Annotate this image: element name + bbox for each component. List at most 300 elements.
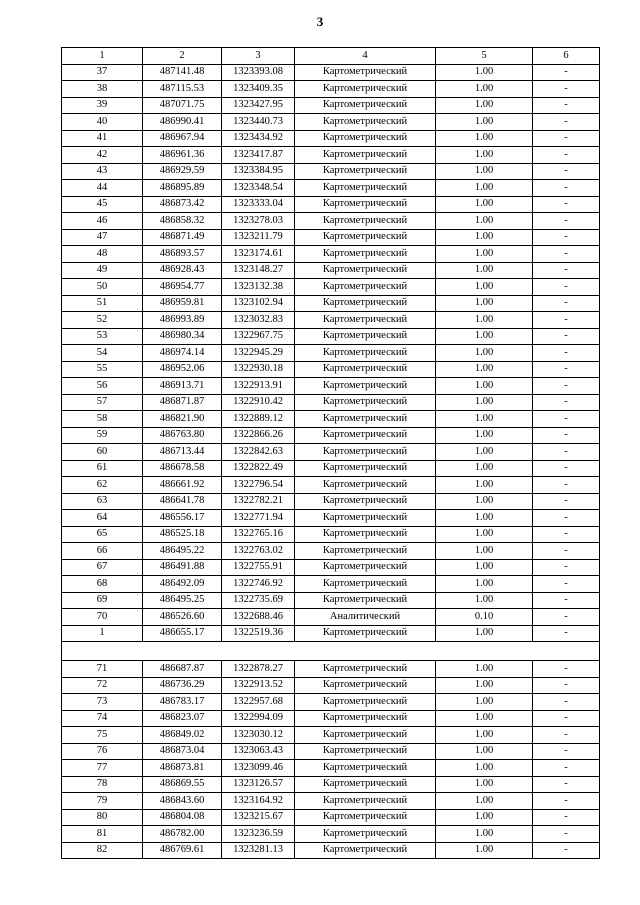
method-cell: Картометрический <box>295 427 436 444</box>
note-cell: - <box>533 826 600 843</box>
point-number-cell: 81 <box>62 826 143 843</box>
method-cell: Картометрический <box>295 543 436 560</box>
coordinate-x-cell: 486491.88 <box>143 559 222 576</box>
table-row <box>62 743 600 760</box>
note-cell: - <box>533 661 600 678</box>
accuracy-cell: 1.00 <box>436 743 533 760</box>
coordinate-y-cell: 1323148.27 <box>222 262 295 279</box>
coordinate-x-cell: 486495.22 <box>143 543 222 560</box>
method-cell: Картометрический <box>295 97 436 114</box>
point-number-cell: 65 <box>62 526 143 543</box>
coordinate-x-cell: 486873.42 <box>143 196 222 213</box>
accuracy-cell: 1.00 <box>436 694 533 711</box>
accuracy-cell: 1.00 <box>436 213 533 230</box>
coordinate-x-cell: 486556.17 <box>143 510 222 527</box>
coordinate-x-cell: 486929.59 <box>143 163 222 180</box>
column-header: 3 <box>222 48 295 65</box>
note-cell: - <box>533 444 600 461</box>
coordinate-y-cell: 1323384.95 <box>222 163 295 180</box>
table-row <box>62 411 600 428</box>
note-cell: - <box>533 543 600 560</box>
coordinate-x-cell: 486873.04 <box>143 743 222 760</box>
method-cell: Картометрический <box>295 793 436 810</box>
method-cell: Картометрический <box>295 81 436 98</box>
accuracy-cell: 1.00 <box>436 460 533 477</box>
table-row <box>62 760 600 777</box>
method-cell: Картометрический <box>295 710 436 727</box>
table-row <box>62 661 600 678</box>
method-cell: Картометрический <box>295 163 436 180</box>
coordinate-y-cell: 1322735.69 <box>222 592 295 609</box>
point-number-cell: 73 <box>62 694 143 711</box>
coordinate-y-cell: 1323409.35 <box>222 81 295 98</box>
note-cell: - <box>533 147 600 164</box>
accuracy-cell: 1.00 <box>436 312 533 329</box>
accuracy-cell: 1.00 <box>436 444 533 461</box>
table-row <box>62 427 600 444</box>
method-cell: Картометрический <box>295 576 436 593</box>
table-row <box>62 609 600 626</box>
method-cell: Картометрический <box>295 727 436 744</box>
coordinate-y-cell: 1323348.54 <box>222 180 295 197</box>
method-cell: Картометрический <box>295 826 436 843</box>
table-row <box>62 793 600 810</box>
coordinate-x-cell: 486843.60 <box>143 793 222 810</box>
method-cell: Картометрический <box>295 114 436 131</box>
table-row <box>62 97 600 114</box>
method-cell: Картометрический <box>295 776 436 793</box>
coordinate-y-cell: 1322765.16 <box>222 526 295 543</box>
accuracy-cell: 1.00 <box>436 147 533 164</box>
column-header: 2 <box>143 48 222 65</box>
coordinate-y-cell: 1323099.46 <box>222 760 295 777</box>
note-cell: - <box>533 97 600 114</box>
accuracy-cell: 1.00 <box>436 760 533 777</box>
table-row <box>62 312 600 329</box>
coordinate-x-cell: 486641.78 <box>143 493 222 510</box>
note-cell: - <box>533 180 600 197</box>
accuracy-cell: 1.00 <box>436 826 533 843</box>
note-cell: - <box>533 411 600 428</box>
accuracy-cell: 1.00 <box>436 180 533 197</box>
table-row <box>62 378 600 395</box>
coordinate-x-cell: 486783.17 <box>143 694 222 711</box>
method-cell: Картометрический <box>295 477 436 494</box>
coordinate-y-cell: 1323126.57 <box>222 776 295 793</box>
point-number-cell: 42 <box>62 147 143 164</box>
note-cell: - <box>533 196 600 213</box>
point-number-cell: 40 <box>62 114 143 131</box>
coordinate-y-cell: 1322746.92 <box>222 576 295 593</box>
point-number-cell: 46 <box>62 213 143 230</box>
point-number-cell: 44 <box>62 180 143 197</box>
note-cell: - <box>533 64 600 81</box>
coordinate-x-cell: 486869.55 <box>143 776 222 793</box>
method-cell: Картометрический <box>295 312 436 329</box>
point-number-cell: 49 <box>62 262 143 279</box>
accuracy-cell: 1.00 <box>436 163 533 180</box>
coordinate-x-cell: 486871.49 <box>143 229 222 246</box>
method-cell: Картометрический <box>295 444 436 461</box>
accuracy-cell: 1.00 <box>436 809 533 826</box>
coordinate-x-cell: 486954.77 <box>143 279 222 296</box>
table-row <box>62 842 600 859</box>
point-number-cell: 52 <box>62 312 143 329</box>
note-cell: - <box>533 776 600 793</box>
point-number-cell: 58 <box>62 411 143 428</box>
point-number-cell: 76 <box>62 743 143 760</box>
point-number-cell: 64 <box>62 510 143 527</box>
coordinate-x-cell: 486661.92 <box>143 477 222 494</box>
method-cell: Картометрический <box>295 743 436 760</box>
method-cell: Картометрический <box>295 661 436 678</box>
table-row <box>62 776 600 793</box>
table-row <box>62 460 600 477</box>
coordinate-y-cell: 1323278.03 <box>222 213 295 230</box>
coordinate-x-cell: 486913.71 <box>143 378 222 395</box>
note-cell: - <box>533 809 600 826</box>
note-cell: - <box>533 328 600 345</box>
point-number-cell: 82 <box>62 842 143 859</box>
method-cell: Картометрический <box>295 625 436 642</box>
table-row <box>62 213 600 230</box>
coordinate-x-cell: 486873.81 <box>143 760 222 777</box>
method-cell: Картометрический <box>295 592 436 609</box>
coordinate-x-cell: 486849.02 <box>143 727 222 744</box>
coordinate-y-cell: 1322957.68 <box>222 694 295 711</box>
table-row <box>62 394 600 411</box>
method-cell: Картометрический <box>295 493 436 510</box>
note-cell: - <box>533 279 600 296</box>
accuracy-cell: 0.10 <box>436 609 533 626</box>
method-cell: Картометрический <box>295 809 436 826</box>
point-number-cell: 38 <box>62 81 143 98</box>
note-cell: - <box>533 576 600 593</box>
coordinate-x-cell: 486980.34 <box>143 328 222 345</box>
coordinate-y-cell: 1323440.73 <box>222 114 295 131</box>
method-cell: Картометрический <box>295 510 436 527</box>
point-number-cell: 79 <box>62 793 143 810</box>
coordinate-x-cell: 486769.61 <box>143 842 222 859</box>
point-number-cell: 66 <box>62 543 143 560</box>
table-row <box>62 526 600 543</box>
point-number-cell: 59 <box>62 427 143 444</box>
accuracy-cell: 1.00 <box>436 246 533 263</box>
method-cell: Картометрический <box>295 694 436 711</box>
note-cell: - <box>533 130 600 147</box>
point-number-cell: 69 <box>62 592 143 609</box>
accuracy-cell: 1.00 <box>436 427 533 444</box>
accuracy-cell: 1.00 <box>436 361 533 378</box>
table-row <box>62 196 600 213</box>
point-number-cell: 43 <box>62 163 143 180</box>
method-cell: Картометрический <box>295 411 436 428</box>
method-cell: Картометрический <box>295 295 436 312</box>
method-cell: Картометрический <box>295 559 436 576</box>
note-cell: - <box>533 625 600 642</box>
table-row <box>62 262 600 279</box>
table-row <box>62 64 600 81</box>
table-row <box>62 361 600 378</box>
coordinate-y-cell: 1323164.92 <box>222 793 295 810</box>
coordinate-x-cell: 486678.58 <box>143 460 222 477</box>
coordinate-y-cell: 1323281.13 <box>222 842 295 859</box>
note-cell: - <box>533 510 600 527</box>
note-cell: - <box>533 345 600 362</box>
coordinate-y-cell: 1323132.38 <box>222 279 295 296</box>
accuracy-cell: 1.00 <box>436 592 533 609</box>
point-number-cell: 68 <box>62 576 143 593</box>
note-cell: - <box>533 163 600 180</box>
accuracy-cell: 1.00 <box>436 477 533 494</box>
method-cell: Картометрический <box>295 213 436 230</box>
accuracy-cell: 1.00 <box>436 727 533 744</box>
point-number-cell: 60 <box>62 444 143 461</box>
method-cell: Картометрический <box>295 842 436 859</box>
point-number-cell: 45 <box>62 196 143 213</box>
point-number-cell: 54 <box>62 345 143 362</box>
note-cell: - <box>533 694 600 711</box>
point-number-cell: 47 <box>62 229 143 246</box>
point-number-cell: 62 <box>62 477 143 494</box>
point-number-cell: 63 <box>62 493 143 510</box>
point-number-cell: 74 <box>62 710 143 727</box>
method-cell: Картометрический <box>295 147 436 164</box>
table-row <box>62 229 600 246</box>
note-cell: - <box>533 677 600 694</box>
note-cell: - <box>533 229 600 246</box>
point-number-cell: 39 <box>62 97 143 114</box>
coordinate-y-cell: 1322913.91 <box>222 378 295 395</box>
coordinate-y-cell: 1322763.02 <box>222 543 295 560</box>
table-row <box>62 625 600 642</box>
coordinate-x-cell: 486655.17 <box>143 625 222 642</box>
coordinate-y-cell: 1322796.54 <box>222 477 295 494</box>
coordinate-x-cell: 486893.57 <box>143 246 222 263</box>
table-row <box>62 477 600 494</box>
note-cell: - <box>533 262 600 279</box>
coordinate-y-cell: 1323427.95 <box>222 97 295 114</box>
coordinate-x-cell: 486763.80 <box>143 427 222 444</box>
coordinate-y-cell: 1322688.46 <box>222 609 295 626</box>
point-number-cell: 78 <box>62 776 143 793</box>
accuracy-cell: 1.00 <box>436 677 533 694</box>
table-row <box>62 710 600 727</box>
accuracy-cell: 1.00 <box>436 262 533 279</box>
point-number-cell: 50 <box>62 279 143 296</box>
method-cell: Картометрический <box>295 246 436 263</box>
note-cell: - <box>533 460 600 477</box>
accuracy-cell: 1.00 <box>436 81 533 98</box>
note-cell: - <box>533 213 600 230</box>
coordinate-y-cell: 1322945.29 <box>222 345 295 362</box>
method-cell: Картометрический <box>295 394 436 411</box>
point-number-cell: 48 <box>62 246 143 263</box>
point-number-cell: 1 <box>62 625 143 642</box>
note-cell: - <box>533 592 600 609</box>
coordinate-y-cell: 1322994.09 <box>222 710 295 727</box>
note-cell: - <box>533 760 600 777</box>
coordinate-x-cell: 486782.00 <box>143 826 222 843</box>
method-cell: Аналитический <box>295 609 436 626</box>
note-cell: - <box>533 727 600 744</box>
coordinate-y-cell: 1322889.12 <box>222 411 295 428</box>
note-cell: - <box>533 394 600 411</box>
note-cell: - <box>533 81 600 98</box>
table-row <box>62 345 600 362</box>
coordinate-x-cell: 486858.32 <box>143 213 222 230</box>
coordinate-x-cell: 486687.87 <box>143 661 222 678</box>
coordinate-y-cell: 1323215.67 <box>222 809 295 826</box>
point-number-cell: 57 <box>62 394 143 411</box>
point-number-cell: 80 <box>62 809 143 826</box>
table-row <box>62 147 600 164</box>
note-cell: - <box>533 609 600 626</box>
coordinate-y-cell: 1323434.92 <box>222 130 295 147</box>
accuracy-cell: 1.00 <box>436 229 533 246</box>
section-spacer-row <box>62 642 600 661</box>
coordinate-y-cell: 1323102.94 <box>222 295 295 312</box>
coordinate-y-cell: 1322866.26 <box>222 427 295 444</box>
accuracy-cell: 1.00 <box>436 64 533 81</box>
table-row <box>62 328 600 345</box>
table-row <box>62 295 600 312</box>
accuracy-cell: 1.00 <box>436 510 533 527</box>
table-row <box>62 130 600 147</box>
coordinate-x-cell: 487071.75 <box>143 97 222 114</box>
point-number-cell: 51 <box>62 295 143 312</box>
coordinate-x-cell: 486525.18 <box>143 526 222 543</box>
accuracy-cell: 1.00 <box>436 295 533 312</box>
method-cell: Картометрический <box>295 378 436 395</box>
coordinate-x-cell: 486990.41 <box>143 114 222 131</box>
note-cell: - <box>533 295 600 312</box>
coordinate-x-cell: 486871.87 <box>143 394 222 411</box>
accuracy-cell: 1.00 <box>436 661 533 678</box>
method-cell: Картометрический <box>295 760 436 777</box>
accuracy-cell: 1.00 <box>436 625 533 642</box>
coordinate-y-cell: 1322878.27 <box>222 661 295 678</box>
coordinate-x-cell: 486821.90 <box>143 411 222 428</box>
coordinate-y-cell: 1323333.04 <box>222 196 295 213</box>
accuracy-cell: 1.00 <box>436 394 533 411</box>
table-row <box>62 163 600 180</box>
method-cell: Картометрический <box>295 180 436 197</box>
coordinate-y-cell: 1322967.75 <box>222 328 295 345</box>
coordinate-y-cell: 1323063.43 <box>222 743 295 760</box>
coordinate-y-cell: 1323211.79 <box>222 229 295 246</box>
method-cell: Картометрический <box>295 328 436 345</box>
coordinate-x-cell: 486993.89 <box>143 312 222 329</box>
accuracy-cell: 1.00 <box>436 793 533 810</box>
table-row <box>62 246 600 263</box>
coordinate-y-cell: 1322755.91 <box>222 559 295 576</box>
coordinate-y-cell: 1322910.42 <box>222 394 295 411</box>
coordinate-x-cell: 486526.60 <box>143 609 222 626</box>
coordinate-x-cell: 486974.14 <box>143 345 222 362</box>
coordinate-x-cell: 486736.29 <box>143 677 222 694</box>
coordinate-x-cell: 486713.44 <box>143 444 222 461</box>
table-row <box>62 493 600 510</box>
table-row <box>62 444 600 461</box>
method-cell: Картометрический <box>295 262 436 279</box>
coordinate-y-cell: 1323236.59 <box>222 826 295 843</box>
coordinates-table <box>61 47 600 859</box>
point-number-cell: 71 <box>62 661 143 678</box>
accuracy-cell: 1.00 <box>436 279 533 296</box>
method-cell: Картометрический <box>295 229 436 246</box>
coordinate-x-cell: 486495.25 <box>143 592 222 609</box>
accuracy-cell: 1.00 <box>436 526 533 543</box>
point-number-cell: 37 <box>62 64 143 81</box>
coordinate-x-cell: 486492.09 <box>143 576 222 593</box>
accuracy-cell: 1.00 <box>436 345 533 362</box>
point-number-cell: 77 <box>62 760 143 777</box>
coordinate-x-cell: 486928.43 <box>143 262 222 279</box>
table-row <box>62 727 600 744</box>
accuracy-cell: 1.00 <box>436 196 533 213</box>
note-cell: - <box>533 710 600 727</box>
method-cell: Картометрический <box>295 345 436 362</box>
note-cell: - <box>533 312 600 329</box>
note-cell: - <box>533 378 600 395</box>
accuracy-cell: 1.00 <box>436 543 533 560</box>
note-cell: - <box>533 114 600 131</box>
point-number-cell: 41 <box>62 130 143 147</box>
method-cell: Картометрический <box>295 361 436 378</box>
table-row <box>62 543 600 560</box>
table-row <box>62 694 600 711</box>
table-row <box>62 510 600 527</box>
table-row <box>62 114 600 131</box>
coordinate-y-cell: 1323393.08 <box>222 64 295 81</box>
point-number-cell: 75 <box>62 727 143 744</box>
point-number-cell: 70 <box>62 609 143 626</box>
point-number-cell: 53 <box>62 328 143 345</box>
accuracy-cell: 1.00 <box>436 114 533 131</box>
note-cell: - <box>533 361 600 378</box>
page-number: 3 <box>316 14 324 29</box>
note-cell: - <box>533 427 600 444</box>
accuracy-cell: 1.00 <box>436 710 533 727</box>
note-cell: - <box>533 493 600 510</box>
point-number-cell: 67 <box>62 559 143 576</box>
table-row <box>62 81 600 98</box>
note-cell: - <box>533 246 600 263</box>
coordinate-y-cell: 1323174.61 <box>222 246 295 263</box>
column-header: 1 <box>62 48 143 65</box>
coordinate-y-cell: 1322930.18 <box>222 361 295 378</box>
accuracy-cell: 1.00 <box>436 576 533 593</box>
method-cell: Картометрический <box>295 526 436 543</box>
point-number-cell: 56 <box>62 378 143 395</box>
coordinate-x-cell: 486823.07 <box>143 710 222 727</box>
point-number-cell: 55 <box>62 361 143 378</box>
point-number-cell: 61 <box>62 460 143 477</box>
method-cell: Картометрический <box>295 64 436 81</box>
column-header: 6 <box>533 48 600 65</box>
coordinate-x-cell: 487141.48 <box>143 64 222 81</box>
coordinate-x-cell: 486967.94 <box>143 130 222 147</box>
coordinate-x-cell: 487115.53 <box>143 81 222 98</box>
column-header: 4 <box>295 48 436 65</box>
column-header: 5 <box>436 48 533 65</box>
method-cell: Картометрический <box>295 677 436 694</box>
coordinate-y-cell: 1322519.36 <box>222 625 295 642</box>
accuracy-cell: 1.00 <box>436 842 533 859</box>
method-cell: Картометрический <box>295 279 436 296</box>
coordinate-y-cell: 1322913.52 <box>222 677 295 694</box>
